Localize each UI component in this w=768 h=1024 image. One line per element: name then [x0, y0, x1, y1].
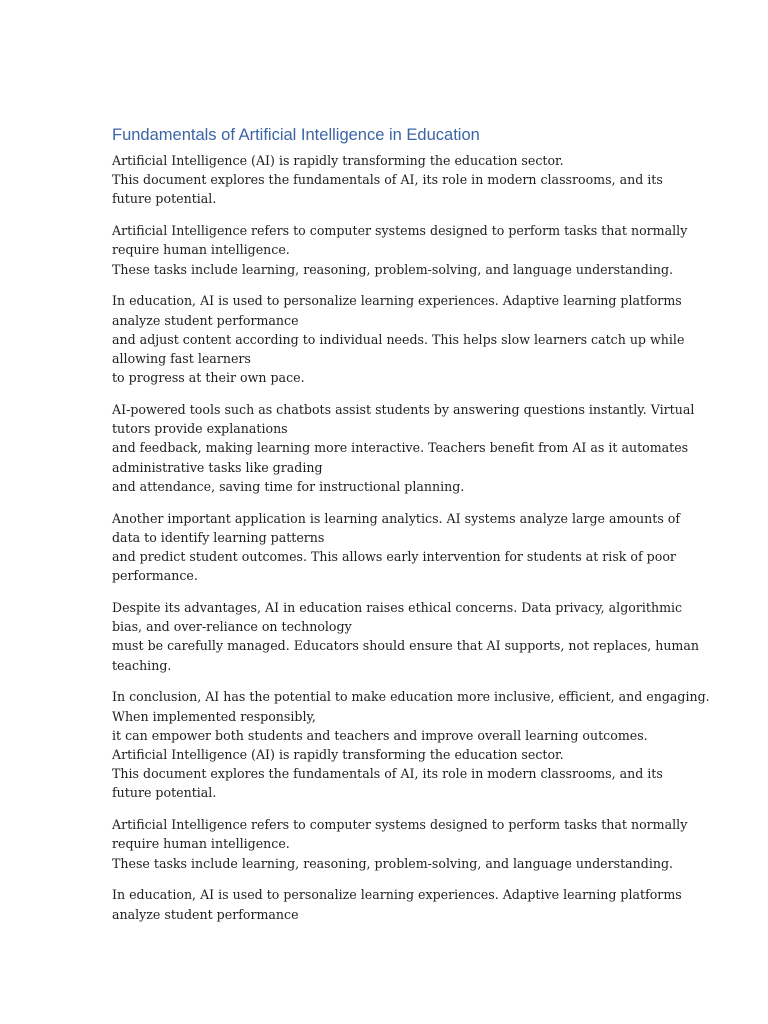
paragraph-line: This document explores the fundamentals of AI, its role in modern classrooms, and its [112, 766, 663, 782]
paragraph-line: and attendance, saving time for instructional planning. [112, 478, 465, 494]
paragraph-line: These tasks include learning, reasoning, problem-solving, and language understanding. [112, 855, 674, 871]
paragraph [112, 598, 699, 675]
paragraph [112, 885, 682, 923]
paragraph-line: to progress at their own pace. [112, 370, 305, 386]
paragraph-line: In education, AI is used to personalize learning experiences. Adaptive learning platforms [112, 887, 682, 903]
paragraph-line: These tasks include learning, reasoning, problem-solving, and language understanding. [112, 261, 674, 277]
paragraph [112, 151, 663, 209]
paragraph-line: analyze student performance [112, 312, 299, 328]
paragraph-line: must be carefully managed. Educators should ensure that AI supports, not replaces, human [112, 638, 699, 654]
paragraph-line: Artificial Intelligence refers to computer systems designed to perform tasks that normally [112, 817, 688, 833]
paragraph-line: allowing fast learners [112, 351, 251, 367]
paragraph-line: require human intelligence. [112, 836, 290, 852]
paragraph-line: performance. [112, 568, 198, 584]
paragraph-line: Another important application is learning analytics. AI systems analyze large amounts of [112, 510, 681, 526]
paragraph-list [112, 151, 710, 924]
paragraph-line: teaching. [112, 657, 172, 673]
paragraph-line: This document explores the fundamentals of AI, its role in modern classrooms, and its [112, 172, 663, 188]
paragraph-line: tutors provide explanations [112, 421, 288, 437]
paragraph [112, 509, 681, 586]
paragraph-line: In education, AI is used to personalize learning experiences. Adaptive learning platforms [112, 293, 682, 309]
paragraph-line: future potential. [112, 191, 217, 207]
paragraph-line: data to identify learning patterns [112, 529, 325, 545]
paragraph-line: AI-powered tools such as chatbots assist students by answering questions instantly. Virtual [112, 402, 695, 418]
paragraph [112, 400, 695, 496]
document-body [112, 124, 710, 936]
paragraph-line: and predict student outcomes. This allows early intervention for students at risk of poor [112, 549, 676, 565]
paragraph [112, 221, 688, 279]
paragraph-line: bias, and over-reliance on technology [112, 619, 352, 635]
paragraph [112, 815, 688, 873]
paragraph-line: it can empower both students and teachers and improve overall learning outcomes. [112, 727, 648, 743]
paragraph-line: Artificial Intelligence (AI) is rapidly transforming the education sector. [112, 153, 564, 168]
paragraph-line: and adjust content according to individual needs. This helps slow learners catch up while [112, 331, 685, 347]
document-title: Fundamentals of Artificial Intelligence in Education [112, 126, 480, 144]
paragraph [112, 291, 685, 387]
paragraph-line: require human intelligence. [112, 242, 290, 258]
paragraph [112, 687, 710, 802]
paragraph-line: Artificial Intelligence (AI) is rapidly transforming the education sector. [112, 747, 564, 763]
paragraph-line: When implemented responsibly, [112, 708, 316, 724]
paragraph-line: analyze student performance [112, 906, 299, 922]
paragraph-line: In conclusion, AI has the potential to make education more inclusive, efficient, and engaging. [112, 689, 710, 705]
paragraph-line: future potential. [112, 785, 217, 801]
paragraph-line: Artificial Intelligence refers to computer systems designed to perform tasks that normally [112, 223, 688, 239]
paragraph-line: Despite its advantages, AI in education raises ethical concerns. Data privacy, algorithmic [112, 600, 683, 616]
paragraph-line: administrative tasks like grading [112, 459, 323, 475]
paragraph-line: and feedback, making learning more interactive. Teachers benefit from AI as it automates [112, 440, 689, 456]
